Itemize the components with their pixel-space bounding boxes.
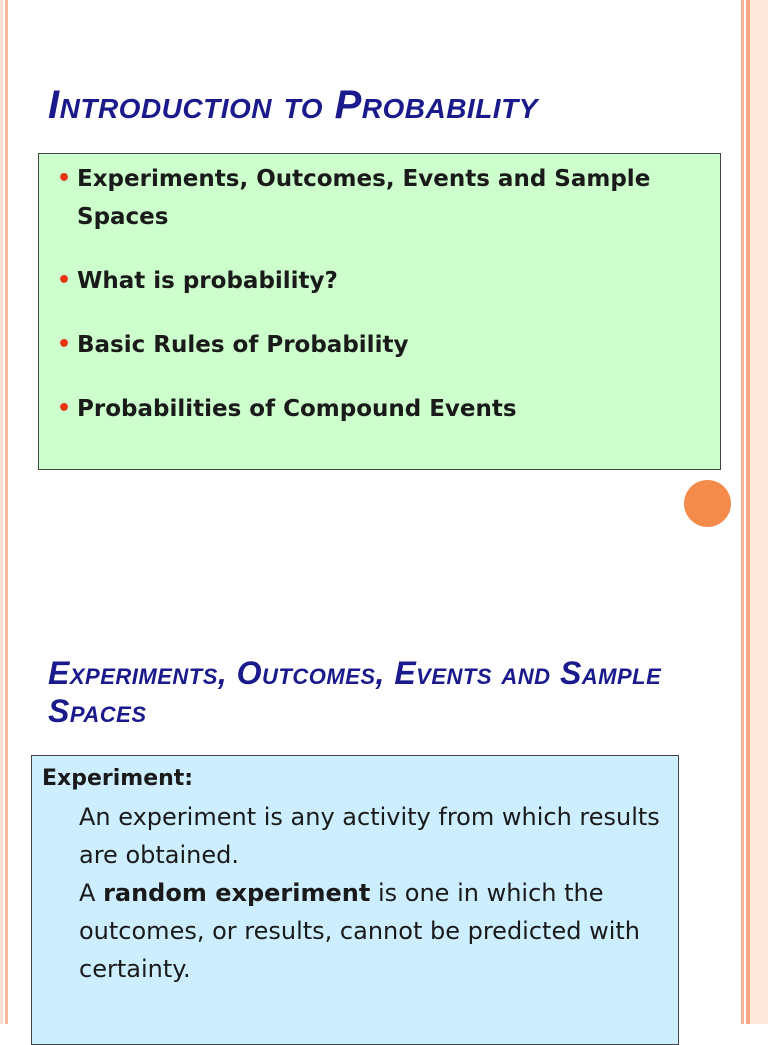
topics-list	[57, 160, 707, 454]
topic-text: Experiments, Outcomes, Events and Sample Spaces	[77, 166, 651, 230]
bullet-icon: •	[57, 166, 72, 191]
bullet-icon: •	[57, 332, 72, 357]
list-item	[57, 160, 707, 236]
list-item	[57, 326, 707, 364]
random-prefix: A	[79, 879, 96, 907]
slide-2-title: Experiments, Outcomes, Events and Sample Spaces	[48, 655, 662, 729]
definition-box	[31, 755, 679, 1045]
random-experiment-term: random experiment	[103, 879, 371, 907]
definition-text: An experiment is any activity from which results are obtained.	[79, 803, 660, 869]
decorative-circle	[684, 480, 731, 527]
bullet-icon: •	[57, 396, 72, 421]
left-decorative-border	[0, 0, 12, 1024]
random-suffix: is one in which the outcomes, or results, cannot be predicted with certainty.	[79, 879, 640, 983]
slide-1-title: Introduction to Probability	[48, 83, 538, 127]
topics-box	[38, 153, 721, 470]
right-decorative-border	[738, 0, 768, 1024]
topic-text: Probabilities of Compound Events	[77, 396, 517, 422]
definition-body	[79, 798, 669, 988]
definition-term: Experiment:	[42, 766, 194, 791]
bullet-icon: •	[57, 268, 72, 293]
list-item	[57, 262, 707, 300]
topic-text: Basic Rules of Probability	[77, 332, 409, 358]
topic-text: What is probability?	[77, 268, 338, 294]
list-item	[57, 390, 707, 428]
